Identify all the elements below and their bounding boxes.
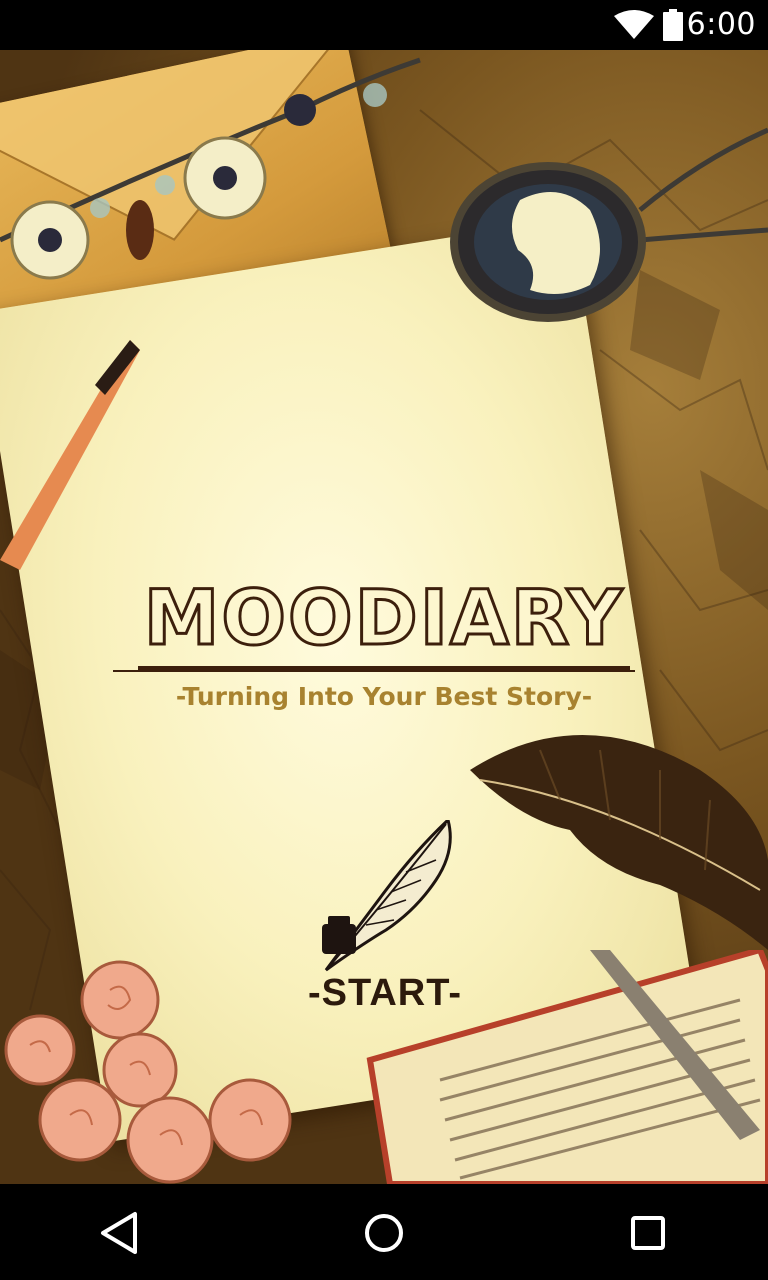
splash-scene [0,50,768,1184]
title-underline [113,670,635,672]
status-bar [0,0,768,50]
start-button[interactable] [280,820,490,1020]
back-icon[interactable] [95,1208,145,1258]
roses-decoration [0,950,310,1184]
start-label: -START- [307,972,463,1014]
recents-icon[interactable] [623,1208,673,1258]
navigation-bar [0,1184,768,1280]
status-time: 6:00 [686,7,756,42]
app-title: MOODIARY [138,580,630,670]
home-icon[interactable] [359,1208,409,1258]
battery-icon [663,9,683,41]
quill-inkwell-icon [316,820,456,980]
necklace-decoration [0,50,768,380]
fountain-pen-decoration [0,340,140,570]
title-container [0,573,768,670]
app-subtitle: -Turning Into Your Best Story- [175,682,593,711]
wifi-icon [614,10,654,40]
